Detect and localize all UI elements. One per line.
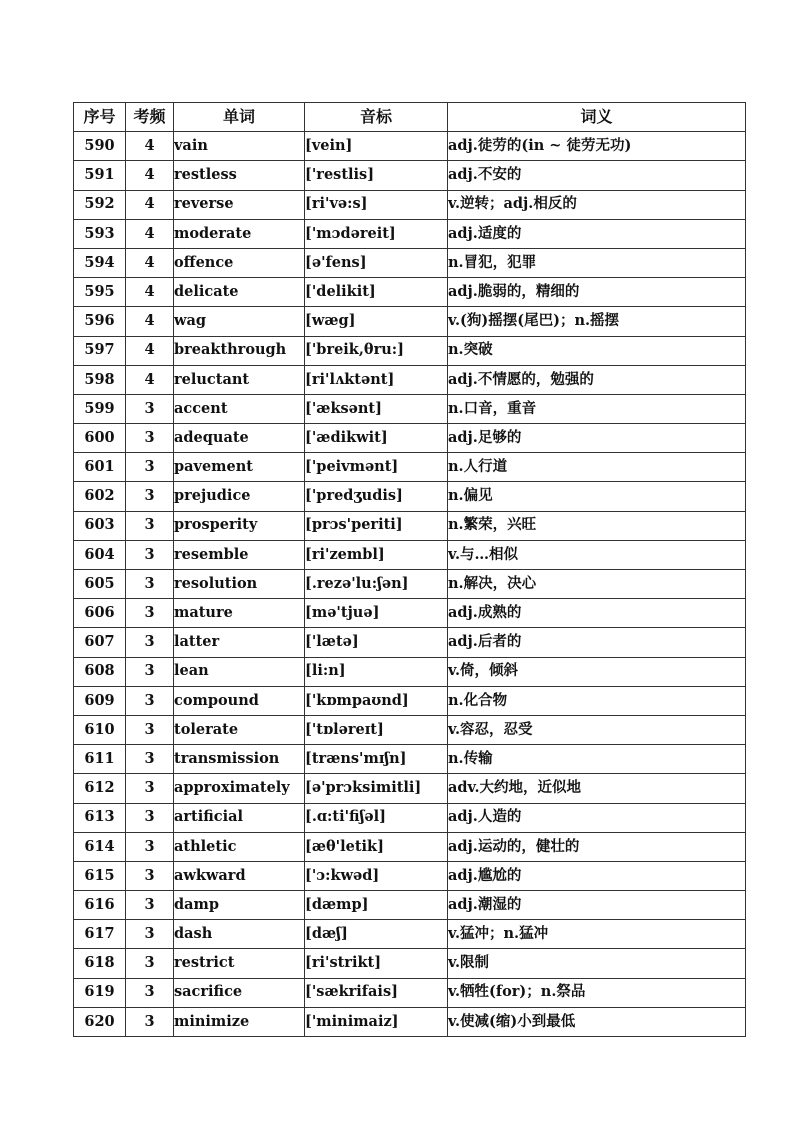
table-row xyxy=(74,832,746,861)
row-frequency: 4 xyxy=(126,132,174,161)
row-frequency: 4 xyxy=(126,219,174,248)
table-row xyxy=(74,190,746,219)
row-phonetic: ['æksənt] xyxy=(305,394,448,423)
row-phonetic: [dæʃ] xyxy=(305,920,448,949)
row-number: 591 xyxy=(74,161,126,190)
row-number: 605 xyxy=(74,570,126,599)
row-number: 593 xyxy=(74,219,126,248)
row-frequency: 4 xyxy=(126,278,174,307)
table-row xyxy=(74,715,746,744)
row-number: 609 xyxy=(74,686,126,715)
table-row xyxy=(74,657,746,686)
header-word: 单词 xyxy=(174,103,305,132)
row-frequency: 3 xyxy=(126,686,174,715)
table-row xyxy=(74,803,746,832)
row-number: 613 xyxy=(74,803,126,832)
table-row xyxy=(74,949,746,978)
header-frequency: 考频 xyxy=(126,103,174,132)
row-frequency: 4 xyxy=(126,307,174,336)
row-phonetic: [ri'strikt] xyxy=(305,949,448,978)
row-meaning: v.限制 xyxy=(448,949,746,978)
table-row xyxy=(74,161,746,190)
row-frequency: 3 xyxy=(126,715,174,744)
row-meaning: v.逆转；adj.相反的 xyxy=(448,190,746,219)
row-phonetic: [wæg] xyxy=(305,307,448,336)
vocabulary-table xyxy=(73,102,746,1037)
row-frequency: 3 xyxy=(126,394,174,423)
row-meaning: v.猛冲；n.猛冲 xyxy=(448,920,746,949)
table-row xyxy=(74,394,746,423)
row-meaning: adj.人造的 xyxy=(448,803,746,832)
header-phonetic: 音标 xyxy=(305,103,448,132)
row-meaning: v.使减(缩)小到最低 xyxy=(448,1007,746,1036)
row-meaning: adj.脆弱的，精细的 xyxy=(448,278,746,307)
row-word: offence xyxy=(174,248,305,277)
row-number: 597 xyxy=(74,336,126,365)
row-phonetic: [ri'və:s] xyxy=(305,190,448,219)
row-word: approximately xyxy=(174,774,305,803)
row-frequency: 3 xyxy=(126,745,174,774)
table-row xyxy=(74,891,746,920)
table-row xyxy=(74,307,746,336)
table-row xyxy=(74,570,746,599)
row-phonetic: [prɔs'periti] xyxy=(305,511,448,540)
row-meaning: n.繁荣，兴旺 xyxy=(448,511,746,540)
row-word: tolerate xyxy=(174,715,305,744)
row-phonetic: [ri'lʌktənt] xyxy=(305,365,448,394)
row-meaning: adj.后者的 xyxy=(448,628,746,657)
row-frequency: 4 xyxy=(126,365,174,394)
row-frequency: 4 xyxy=(126,190,174,219)
table-row xyxy=(74,482,746,511)
row-frequency: 3 xyxy=(126,511,174,540)
header-meaning: 词义 xyxy=(448,103,746,132)
row-word: awkward xyxy=(174,861,305,890)
row-word: resolution xyxy=(174,570,305,599)
row-frequency: 3 xyxy=(126,599,174,628)
row-phonetic: [æθ'letik] xyxy=(305,832,448,861)
row-phonetic: ['peivmənt] xyxy=(305,453,448,482)
row-word: resemble xyxy=(174,540,305,569)
row-frequency: 3 xyxy=(126,424,174,453)
row-meaning: v.(狗)摇摆(尾巴)；n.摇摆 xyxy=(448,307,746,336)
row-meaning: adj.成熟的 xyxy=(448,599,746,628)
row-meaning: adj.尴尬的 xyxy=(448,861,746,890)
row-word: transmission xyxy=(174,745,305,774)
row-phonetic: [mə'tjuə] xyxy=(305,599,448,628)
table-row xyxy=(74,453,746,482)
row-number: 617 xyxy=(74,920,126,949)
row-phonetic: ['predʒudis] xyxy=(305,482,448,511)
row-number: 599 xyxy=(74,394,126,423)
row-phonetic: ['ædikwit] xyxy=(305,424,448,453)
row-word: athletic xyxy=(174,832,305,861)
row-word: sacrifice xyxy=(174,978,305,1007)
table-body xyxy=(74,132,746,1037)
row-frequency: 4 xyxy=(126,248,174,277)
row-number: 601 xyxy=(74,453,126,482)
row-word: restrict xyxy=(174,949,305,978)
table-row xyxy=(74,774,746,803)
row-frequency: 3 xyxy=(126,832,174,861)
row-word: damp xyxy=(174,891,305,920)
row-number: 603 xyxy=(74,511,126,540)
row-meaning: adj.不情愿的，勉强的 xyxy=(448,365,746,394)
row-number: 616 xyxy=(74,891,126,920)
row-phonetic: ['breik,θru:] xyxy=(305,336,448,365)
row-frequency: 3 xyxy=(126,978,174,1007)
row-word: dash xyxy=(174,920,305,949)
table-header-row xyxy=(74,103,746,132)
row-number: 594 xyxy=(74,248,126,277)
row-frequency: 4 xyxy=(126,336,174,365)
row-phonetic: [dæmp] xyxy=(305,891,448,920)
row-phonetic: [vein] xyxy=(305,132,448,161)
row-frequency: 3 xyxy=(126,803,174,832)
row-word: moderate xyxy=(174,219,305,248)
row-word: compound xyxy=(174,686,305,715)
table-row xyxy=(74,132,746,161)
row-meaning: adj.运动的，健壮的 xyxy=(448,832,746,861)
row-frequency: 3 xyxy=(126,453,174,482)
row-word: prosperity xyxy=(174,511,305,540)
row-frequency: 3 xyxy=(126,628,174,657)
table-row xyxy=(74,511,746,540)
row-number: 610 xyxy=(74,715,126,744)
row-frequency: 3 xyxy=(126,861,174,890)
row-number: 602 xyxy=(74,482,126,511)
row-meaning: n.偏见 xyxy=(448,482,746,511)
row-frequency: 3 xyxy=(126,949,174,978)
row-number: 607 xyxy=(74,628,126,657)
row-number: 606 xyxy=(74,599,126,628)
table-row xyxy=(74,336,746,365)
row-number: 592 xyxy=(74,190,126,219)
row-number: 590 xyxy=(74,132,126,161)
row-frequency: 3 xyxy=(126,657,174,686)
row-phonetic: ['kɒmpaʊnd] xyxy=(305,686,448,715)
row-number: 614 xyxy=(74,832,126,861)
row-word: accent xyxy=(174,394,305,423)
row-word: latter xyxy=(174,628,305,657)
table-row xyxy=(74,278,746,307)
row-phonetic: ['delikit] xyxy=(305,278,448,307)
row-word: restless xyxy=(174,161,305,190)
row-meaning: v.容忍，忍受 xyxy=(448,715,746,744)
row-number: 604 xyxy=(74,540,126,569)
row-word: lean xyxy=(174,657,305,686)
row-phonetic: ['restlis] xyxy=(305,161,448,190)
row-phonetic: ['sækrifais] xyxy=(305,978,448,1007)
row-number: 608 xyxy=(74,657,126,686)
row-frequency: 3 xyxy=(126,482,174,511)
row-meaning: v.与…相似 xyxy=(448,540,746,569)
row-phonetic: [ri'zembl] xyxy=(305,540,448,569)
row-word: reluctant xyxy=(174,365,305,394)
row-word: delicate xyxy=(174,278,305,307)
table-row xyxy=(74,424,746,453)
row-word: reverse xyxy=(174,190,305,219)
row-phonetic: [.rezə'lu:ʃən] xyxy=(305,570,448,599)
row-frequency: 3 xyxy=(126,1007,174,1036)
row-word: breakthrough xyxy=(174,336,305,365)
row-number: 619 xyxy=(74,978,126,1007)
table-row xyxy=(74,686,746,715)
table-row xyxy=(74,978,746,1007)
row-word: vain xyxy=(174,132,305,161)
row-number: 612 xyxy=(74,774,126,803)
row-meaning: n.冒犯，犯罪 xyxy=(448,248,746,277)
row-meaning: n.人行道 xyxy=(448,453,746,482)
table-row xyxy=(74,628,746,657)
row-word: minimize xyxy=(174,1007,305,1036)
row-meaning: n.传输 xyxy=(448,745,746,774)
row-meaning: adv.大约地，近似地 xyxy=(448,774,746,803)
row-phonetic: ['mɔdəreit] xyxy=(305,219,448,248)
header-number: 序号 xyxy=(74,103,126,132)
row-frequency: 4 xyxy=(126,161,174,190)
row-number: 596 xyxy=(74,307,126,336)
row-meaning: adj.足够的 xyxy=(448,424,746,453)
row-number: 615 xyxy=(74,861,126,890)
row-meaning: adj.不安的 xyxy=(448,161,746,190)
table-row xyxy=(74,920,746,949)
row-frequency: 3 xyxy=(126,920,174,949)
row-meaning: adj.适度的 xyxy=(448,219,746,248)
row-word: artificial xyxy=(174,803,305,832)
row-phonetic: [træns'mɪʃn] xyxy=(305,745,448,774)
row-number: 618 xyxy=(74,949,126,978)
table-row xyxy=(74,599,746,628)
row-meaning: n.口音，重音 xyxy=(448,394,746,423)
row-meaning: v.倚，倾斜 xyxy=(448,657,746,686)
table-row xyxy=(74,540,746,569)
row-meaning: adj.徒劳的(in ~ 徒劳无功) xyxy=(448,132,746,161)
table-row xyxy=(74,861,746,890)
row-frequency: 3 xyxy=(126,891,174,920)
table-row xyxy=(74,365,746,394)
vocabulary-page xyxy=(73,102,745,1037)
row-word: wag xyxy=(174,307,305,336)
row-meaning: n.突破 xyxy=(448,336,746,365)
row-number: 620 xyxy=(74,1007,126,1036)
table-row xyxy=(74,219,746,248)
row-number: 600 xyxy=(74,424,126,453)
row-phonetic: [ə'prɔksimitli] xyxy=(305,774,448,803)
row-phonetic: ['ɔ:kwəd] xyxy=(305,861,448,890)
row-meaning: n.化合物 xyxy=(448,686,746,715)
row-meaning: n.解决，决心 xyxy=(448,570,746,599)
row-phonetic: ['minimaiz] xyxy=(305,1007,448,1036)
row-word: adequate xyxy=(174,424,305,453)
row-word: mature xyxy=(174,599,305,628)
row-frequency: 3 xyxy=(126,570,174,599)
row-phonetic: ['lætə] xyxy=(305,628,448,657)
row-meaning: adj.潮湿的 xyxy=(448,891,746,920)
table-row xyxy=(74,248,746,277)
row-number: 595 xyxy=(74,278,126,307)
row-phonetic: [.ɑ:ti'fiʃəl] xyxy=(305,803,448,832)
table-row xyxy=(74,745,746,774)
row-frequency: 3 xyxy=(126,540,174,569)
table-row xyxy=(74,1007,746,1036)
row-frequency: 3 xyxy=(126,774,174,803)
row-phonetic: ['tɒləreɪt] xyxy=(305,715,448,744)
row-number: 598 xyxy=(74,365,126,394)
row-meaning: v.牺牲(for)；n.祭品 xyxy=(448,978,746,1007)
row-word: prejudice xyxy=(174,482,305,511)
row-phonetic: [li:n] xyxy=(305,657,448,686)
row-number: 611 xyxy=(74,745,126,774)
row-word: pavement xyxy=(174,453,305,482)
row-phonetic: [ə'fens] xyxy=(305,248,448,277)
